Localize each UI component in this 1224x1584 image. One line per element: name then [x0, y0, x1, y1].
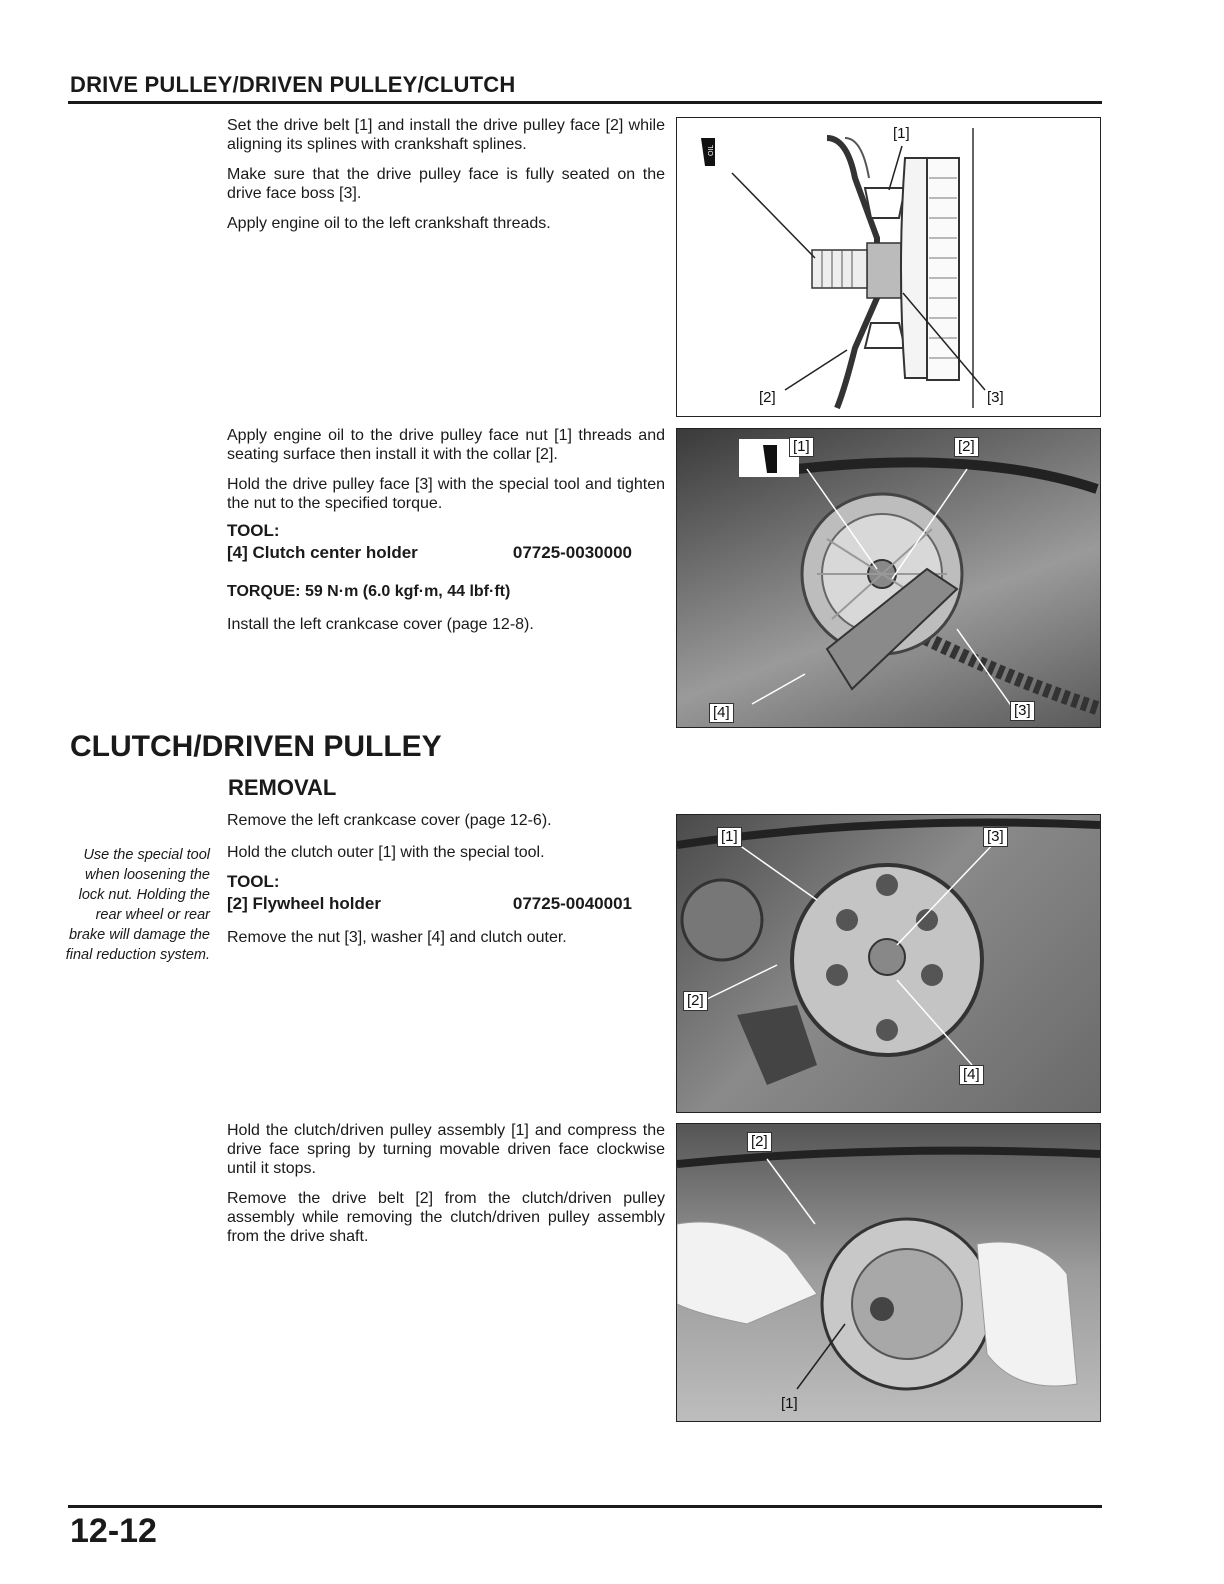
block1-paragraph: Set the drive belt [1] and install the drive pulley face [2] while aligning its splines with crankshaft splines. [227, 117, 665, 153]
block4-paragraph: Remove the drive belt [2] from the clutch/driven pulley assembly while removing the clutch/driven pulley assembly from the drive shaft. [227, 1190, 665, 1245]
block3-paragraph: Remove the left crankcase cover (page 12-6). [227, 812, 552, 829]
tool-name: [2] Flywheel holder [227, 894, 381, 913]
callout-label: [2] [747, 1132, 772, 1152]
section-title: CLUTCH/DRIVEN PULLEY [70, 730, 442, 763]
block2-text [227, 426, 665, 634]
callout-label: [4] [709, 703, 734, 723]
block3-paragraph: Remove the nut [3], washer [4] and clutch outer. [227, 929, 567, 946]
callout-label: [4] [959, 1065, 984, 1085]
block1-text [227, 116, 665, 233]
tool-row [227, 894, 632, 914]
callout-label: [3] [983, 827, 1008, 847]
header-rule [68, 101, 1102, 104]
figure2-pulley-photo [676, 428, 1101, 728]
tool-label: TOOL: [227, 521, 280, 540]
block4-paragraph: Hold the clutch/driven pulley assembly [1] and compress the drive face spring by turning movable driven face clockwise until it stops. [227, 1122, 665, 1177]
block4-text [227, 1121, 665, 1246]
tool-name: [4] Clutch center holder [227, 543, 418, 562]
clutch-photo-drawing [677, 815, 1100, 1112]
block1-paragraph: Make sure that the drive pulley face is fully seated on the drive face boss [3]. [227, 166, 665, 202]
block2-paragraph: Hold the drive pulley face [3] with the special tool and tighten the nut to the specified torque. [227, 476, 665, 512]
callout-label: [1] [781, 1395, 798, 1412]
callout-label: [3] [1010, 701, 1035, 721]
block3-paragraph: Hold the clutch outer [1] with the special tool. [227, 844, 545, 861]
callout-label: [2] [954, 437, 979, 457]
callout-label: [2] [683, 991, 708, 1011]
footer-rule [68, 1505, 1102, 1508]
block3-text [227, 811, 665, 947]
page-number: 12-12 [70, 1512, 157, 1550]
figure3-clutch-photo [676, 814, 1101, 1113]
callout-label: [1] [893, 125, 910, 142]
subsection-title: REMOVAL [228, 775, 337, 800]
block2-final: Install the left crankcase cover (page 12-8). [227, 616, 534, 633]
torque-value: 59 N·m (6.0 kgf·m, 44 lbf·ft) [304, 583, 511, 600]
page-header-title: DRIVE PULLEY/DRIVEN PULLEY/CLUTCH [70, 72, 516, 97]
callout-label: [3] [987, 389, 1004, 406]
callout-label: [1] [717, 827, 742, 847]
torque-label: TORQUE: [227, 583, 301, 600]
removal-photo-drawing [677, 1124, 1100, 1421]
block2-paragraph: Apply engine oil to the drive pulley face nut [1] threads and seating surface then install it with the collar [2]. [227, 427, 665, 463]
tool-number: 07725-0040001 [512, 894, 632, 913]
callout-label: [2] [759, 389, 776, 406]
figure4-removal-photo [676, 1123, 1101, 1422]
pulley-diagram-drawing [677, 118, 1100, 416]
side-note: Use the special tool when loosening the lock nut. Holding the rear wheel or rear brake will damage the final reduction system. [65, 847, 210, 963]
block1-paragraph: Apply engine oil to the left crankshaft threads. [227, 215, 551, 232]
tool-row [227, 543, 632, 563]
svg-text:OIL: OIL [708, 144, 715, 156]
figure1-pulley-diagram [676, 117, 1101, 417]
callout-label: [1] [789, 437, 814, 457]
tool-number: 07725-0030000 [512, 543, 632, 562]
oil-can-icon [699, 132, 725, 168]
tool-label: TOOL: [227, 872, 280, 891]
torque-spec [227, 583, 665, 601]
